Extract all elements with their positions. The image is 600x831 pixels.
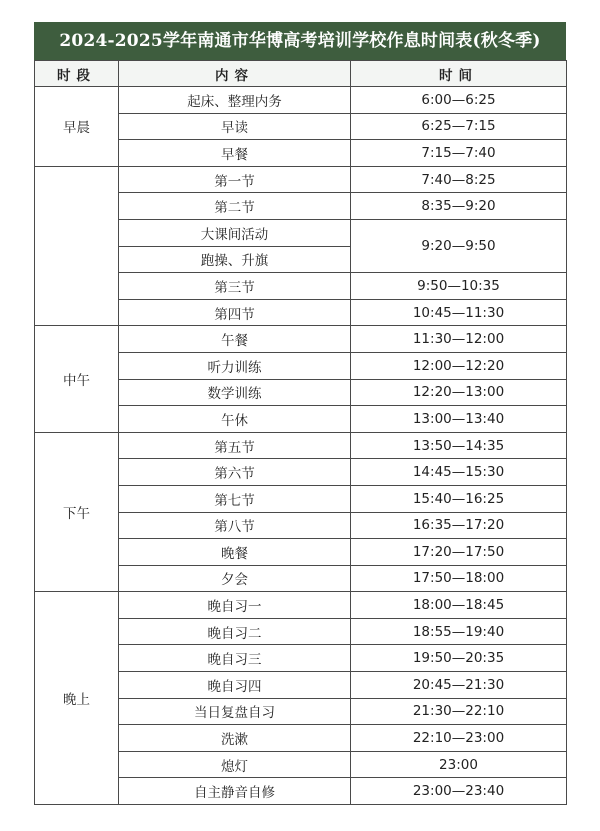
schedule-table — [34, 60, 567, 805]
time-cell: 13:50—14:35 — [351, 432, 567, 459]
content-cell: 第二节 — [119, 193, 351, 220]
table-row — [35, 432, 567, 459]
content-cell: 第三节 — [119, 273, 351, 300]
period-cell-evening: 晚上 — [35, 592, 119, 805]
time-cell: 20:45—21:30 — [351, 672, 567, 699]
content-cell: 第四节 — [119, 299, 351, 326]
content-cell: 晚自习三 — [119, 645, 351, 672]
content-cell: 第七节 — [119, 485, 351, 512]
time-cell: 19:50—20:35 — [351, 645, 567, 672]
time-cell: 23:00—23:40 — [351, 778, 567, 805]
content-cell: 午休 — [119, 406, 351, 433]
period-cell-morning: 早晨 — [35, 87, 119, 167]
schedule-frame — [34, 22, 566, 805]
content-cell: 晚自习四 — [119, 672, 351, 699]
time-cell: 15:40—16:25 — [351, 485, 567, 512]
time-cell: 14:45—15:30 — [351, 459, 567, 486]
period-cell-afternoon: 下午 — [35, 432, 119, 592]
time-cell: 17:50—18:00 — [351, 565, 567, 592]
header-content: 内容 — [119, 61, 351, 87]
content-cell: 第六节 — [119, 459, 351, 486]
content-cell: 大课间活动 — [119, 219, 351, 246]
content-cell: 早读 — [119, 113, 351, 140]
header-row — [35, 61, 567, 87]
content-cell: 午餐 — [119, 326, 351, 353]
content-cell: 自主静音自修 — [119, 778, 351, 805]
content-cell: 第一节 — [119, 166, 351, 193]
period-cell-forenoon — [35, 166, 119, 326]
schedule-title: 2024-2025学年南通市华博高考培训学校作息时间表(秋冬季) — [34, 22, 566, 60]
content-cell: 夕会 — [119, 565, 351, 592]
time-cell: 18:00—18:45 — [351, 592, 567, 619]
content-cell: 当日复盘自习 — [119, 698, 351, 725]
content-cell: 第八节 — [119, 512, 351, 539]
period-cell-noon: 中午 — [35, 326, 119, 432]
time-cell: 7:15—7:40 — [351, 140, 567, 167]
time-cell: 16:35—17:20 — [351, 512, 567, 539]
time-cell: 11:30—12:00 — [351, 326, 567, 353]
table-row — [35, 592, 567, 619]
time-cell: 13:00—13:40 — [351, 406, 567, 433]
table-row — [35, 166, 567, 193]
content-cell: 洗漱 — [119, 725, 351, 752]
time-cell: 9:50—10:35 — [351, 273, 567, 300]
header-time: 时间 — [351, 61, 567, 87]
content-cell: 起床、整理内务 — [119, 87, 351, 114]
time-cell: 23:00 — [351, 751, 567, 778]
time-cell: 17:20—17:50 — [351, 539, 567, 566]
content-cell: 晚自习一 — [119, 592, 351, 619]
time-cell: 21:30—22:10 — [351, 698, 567, 725]
content-cell: 跑操、升旗 — [119, 246, 351, 273]
time-cell: 6:25—7:15 — [351, 113, 567, 140]
time-cell: 12:20—13:00 — [351, 379, 567, 406]
content-cell: 晚自习二 — [119, 618, 351, 645]
header-period: 时段 — [35, 61, 119, 87]
content-cell: 听力训练 — [119, 352, 351, 379]
content-cell: 数学训练 — [119, 379, 351, 406]
time-cell: 9:20—9:50 — [351, 219, 567, 272]
time-cell: 12:00—12:20 — [351, 352, 567, 379]
time-cell: 22:10—23:00 — [351, 725, 567, 752]
content-cell: 晚餐 — [119, 539, 351, 566]
content-cell: 熄灯 — [119, 751, 351, 778]
time-cell: 7:40—8:25 — [351, 166, 567, 193]
time-cell: 10:45—11:30 — [351, 299, 567, 326]
time-cell: 6:00—6:25 — [351, 87, 567, 114]
content-cell: 第五节 — [119, 432, 351, 459]
time-cell: 18:55—19:40 — [351, 618, 567, 645]
content-cell: 早餐 — [119, 140, 351, 167]
time-cell: 8:35—9:20 — [351, 193, 567, 220]
table-row — [35, 326, 567, 353]
table-row — [35, 87, 567, 114]
